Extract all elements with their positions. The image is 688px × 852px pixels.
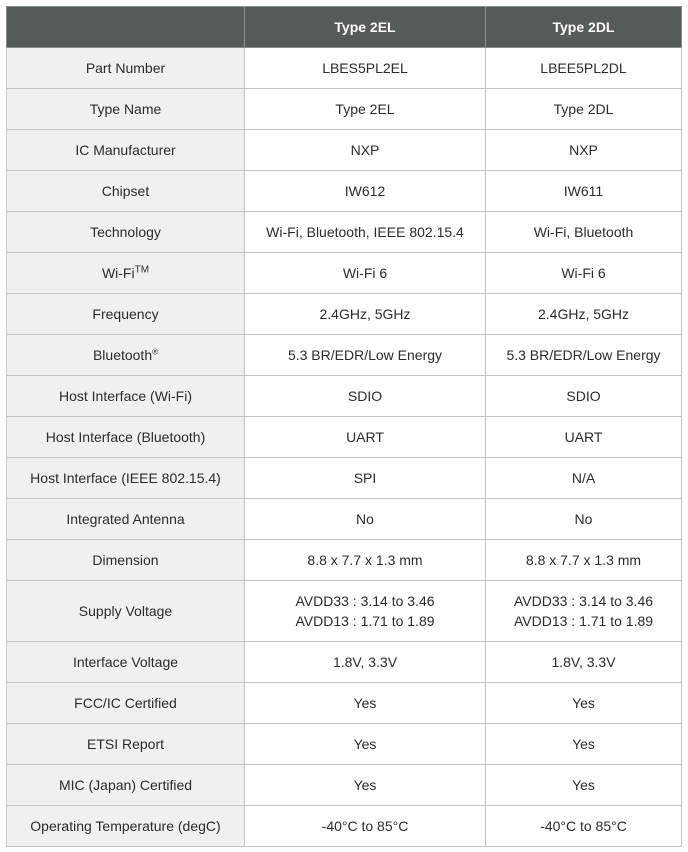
cell-type-2dl: NXP xyxy=(486,130,682,171)
cell-type-2el: -40°C to 85°C xyxy=(245,806,486,847)
table-row-ic-manufacturer xyxy=(7,130,682,171)
row-label: Supply Voltage xyxy=(7,581,245,642)
cell-type-2dl: SDIO xyxy=(486,376,682,417)
cell-type-2dl: 1.8V, 3.3V xyxy=(486,642,682,683)
supply-voltage-avdd13: AVDD13 : 1.71 to 1.89 xyxy=(295,613,435,629)
row-label: FCC/IC Certified xyxy=(7,683,245,724)
cell-type-2dl: N/A xyxy=(486,458,682,499)
row-label: Host Interface (IEEE 802.15.4) xyxy=(7,458,245,499)
row-label: Host Interface (Bluetooth) xyxy=(7,417,245,458)
table-row-mic-japan-certified xyxy=(7,765,682,806)
row-label-cell xyxy=(7,253,245,294)
row-label: Type Name xyxy=(7,89,245,130)
row-label: IC Manufacturer xyxy=(7,130,245,171)
table-row-supply-voltage xyxy=(7,581,682,642)
cell-type-2el: IW612 xyxy=(245,171,486,212)
table-row-host-interface-wifi xyxy=(7,376,682,417)
table-row-type-name xyxy=(7,89,682,130)
table-row-etsi-report xyxy=(7,724,682,765)
cell-type-2dl: 8.8 x 7.7 x 1.3 mm xyxy=(486,540,682,581)
table-row-fcc-ic-certified xyxy=(7,683,682,724)
cell-type-2el: LBES5PL2EL xyxy=(245,48,486,89)
cell-type-2dl: IW611 xyxy=(486,171,682,212)
row-label: Part Number xyxy=(7,48,245,89)
registered-mark: ® xyxy=(152,347,159,357)
cell-type-2el: Wi-Fi 6 xyxy=(245,253,486,294)
cell-type-2dl: Yes xyxy=(486,765,682,806)
table-header xyxy=(7,7,682,48)
table-row-bluetooth xyxy=(7,335,682,376)
cell-type-2dl: Yes xyxy=(486,683,682,724)
cell-type-2el: SPI xyxy=(245,458,486,499)
row-label: Frequency xyxy=(7,294,245,335)
row-label-cell xyxy=(7,335,245,376)
row-label: Bluetooth xyxy=(92,347,153,363)
row-label: Dimension xyxy=(7,540,245,581)
cell-type-2dl: -40°C to 85°C xyxy=(486,806,682,847)
supply-voltage-avdd33: AVDD33 : 3.14 to 3.46 xyxy=(513,593,654,609)
table-body xyxy=(7,48,682,847)
row-label: Interface Voltage xyxy=(7,642,245,683)
cell-type-2el: Yes xyxy=(245,683,486,724)
row-label: Operating Temperature (degC) xyxy=(7,806,245,847)
row-label: MIC (Japan) Certified xyxy=(7,765,245,806)
table-row-technology xyxy=(7,212,682,253)
table-row-wifi xyxy=(7,253,682,294)
cell-type-2dl: Yes xyxy=(486,724,682,765)
cell-type-2dl: UART xyxy=(486,417,682,458)
cell-type-2dl: 2.4GHz, 5GHz xyxy=(486,294,682,335)
header-corner-cell xyxy=(7,7,245,48)
row-label: Technology xyxy=(7,212,245,253)
table-row-frequency xyxy=(7,294,682,335)
row-label: Host Interface (Wi-Fi) xyxy=(7,376,245,417)
cell-type-2el: 5.3 BR/EDR/Low Energy xyxy=(245,335,486,376)
table-row-chipset xyxy=(7,171,682,212)
cell-type-2el: No xyxy=(245,499,486,540)
cell-type-2dl: Wi-Fi, Bluetooth xyxy=(486,212,682,253)
supply-voltage-avdd13: AVDD13 : 1.71 to 1.89 xyxy=(513,613,654,629)
column-header-type-2dl: Type 2DL xyxy=(486,7,682,48)
cell-type-2el: Type 2EL xyxy=(245,89,486,130)
cell-type-2dl xyxy=(486,581,682,642)
header-row xyxy=(7,7,682,48)
cell-type-2dl: LBEE5PL2DL xyxy=(486,48,682,89)
table-row-part-number xyxy=(7,48,682,89)
cell-type-2el: Yes xyxy=(245,724,486,765)
row-label: Chipset xyxy=(7,171,245,212)
cell-type-2dl: No xyxy=(486,499,682,540)
cell-type-2el: NXP xyxy=(245,130,486,171)
column-header-type-2el: Type 2EL xyxy=(245,7,486,48)
cell-type-2el: 8.8 x 7.7 x 1.3 mm xyxy=(245,540,486,581)
row-label: Wi-Fi xyxy=(101,265,135,281)
table-row-operating-temperature xyxy=(7,806,682,847)
cell-type-2dl: Type 2DL xyxy=(486,89,682,130)
table-row-host-interface-bluetooth xyxy=(7,417,682,458)
table-row-integrated-antenna xyxy=(7,499,682,540)
cell-type-2el: SDIO xyxy=(245,376,486,417)
row-label: Integrated Antenna xyxy=(7,499,245,540)
cell-type-2el xyxy=(245,581,486,642)
cell-type-2el: Wi-Fi, Bluetooth, IEEE 802.15.4 xyxy=(245,212,486,253)
table-row-interface-voltage xyxy=(7,642,682,683)
spec-comparison-table xyxy=(6,6,682,847)
row-label: ETSI Report xyxy=(7,724,245,765)
supply-voltage-avdd33: AVDD33 : 3.14 to 3.46 xyxy=(295,593,435,609)
cell-type-2el: 1.8V, 3.3V xyxy=(245,642,486,683)
table-row-host-interface-ieee xyxy=(7,458,682,499)
cell-type-2el: UART xyxy=(245,417,486,458)
cell-type-2el: Yes xyxy=(245,765,486,806)
table-row-dimension xyxy=(7,540,682,581)
cell-type-2dl: 5.3 BR/EDR/Low Energy xyxy=(486,335,682,376)
cell-type-2el: 2.4GHz, 5GHz xyxy=(245,294,486,335)
cell-type-2dl: Wi-Fi 6 xyxy=(486,253,682,294)
trademark-mark: TM xyxy=(134,264,150,276)
